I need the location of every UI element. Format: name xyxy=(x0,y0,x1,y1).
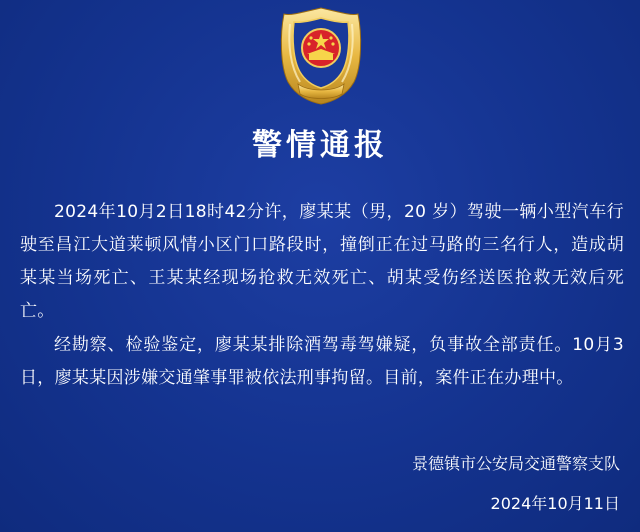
issue-date: 2024年10月11日 xyxy=(490,494,620,513)
police-emblem-icon xyxy=(276,4,366,106)
notice-paragraph: 2024年10月2日18时42分许，廖某某（男，20 岁）驾驶一辆小型汽车行驶至昌江大道莱顿风情小区门口路段时，撞倒正在过马路的三名行人，造成胡某某当场死亡、王某某经现场抢救无效死亡、胡某受伤经送医抢救无效后死亡。 xyxy=(20,202,624,321)
notice-paragraph: 经勘察、检验鉴定，廖某某排除酒驾毒驾嫌疑，负事故全部责任。10月3日，廖某某因涉嫌交通肇事罪被依法刑事拘留。目前，案件正在办理中。 xyxy=(20,335,624,388)
notice-body xyxy=(20,196,624,395)
issuer-signature: 景德镇市公安局交通警察支队 xyxy=(411,454,620,473)
notice-title: 警情通报 xyxy=(252,128,388,163)
